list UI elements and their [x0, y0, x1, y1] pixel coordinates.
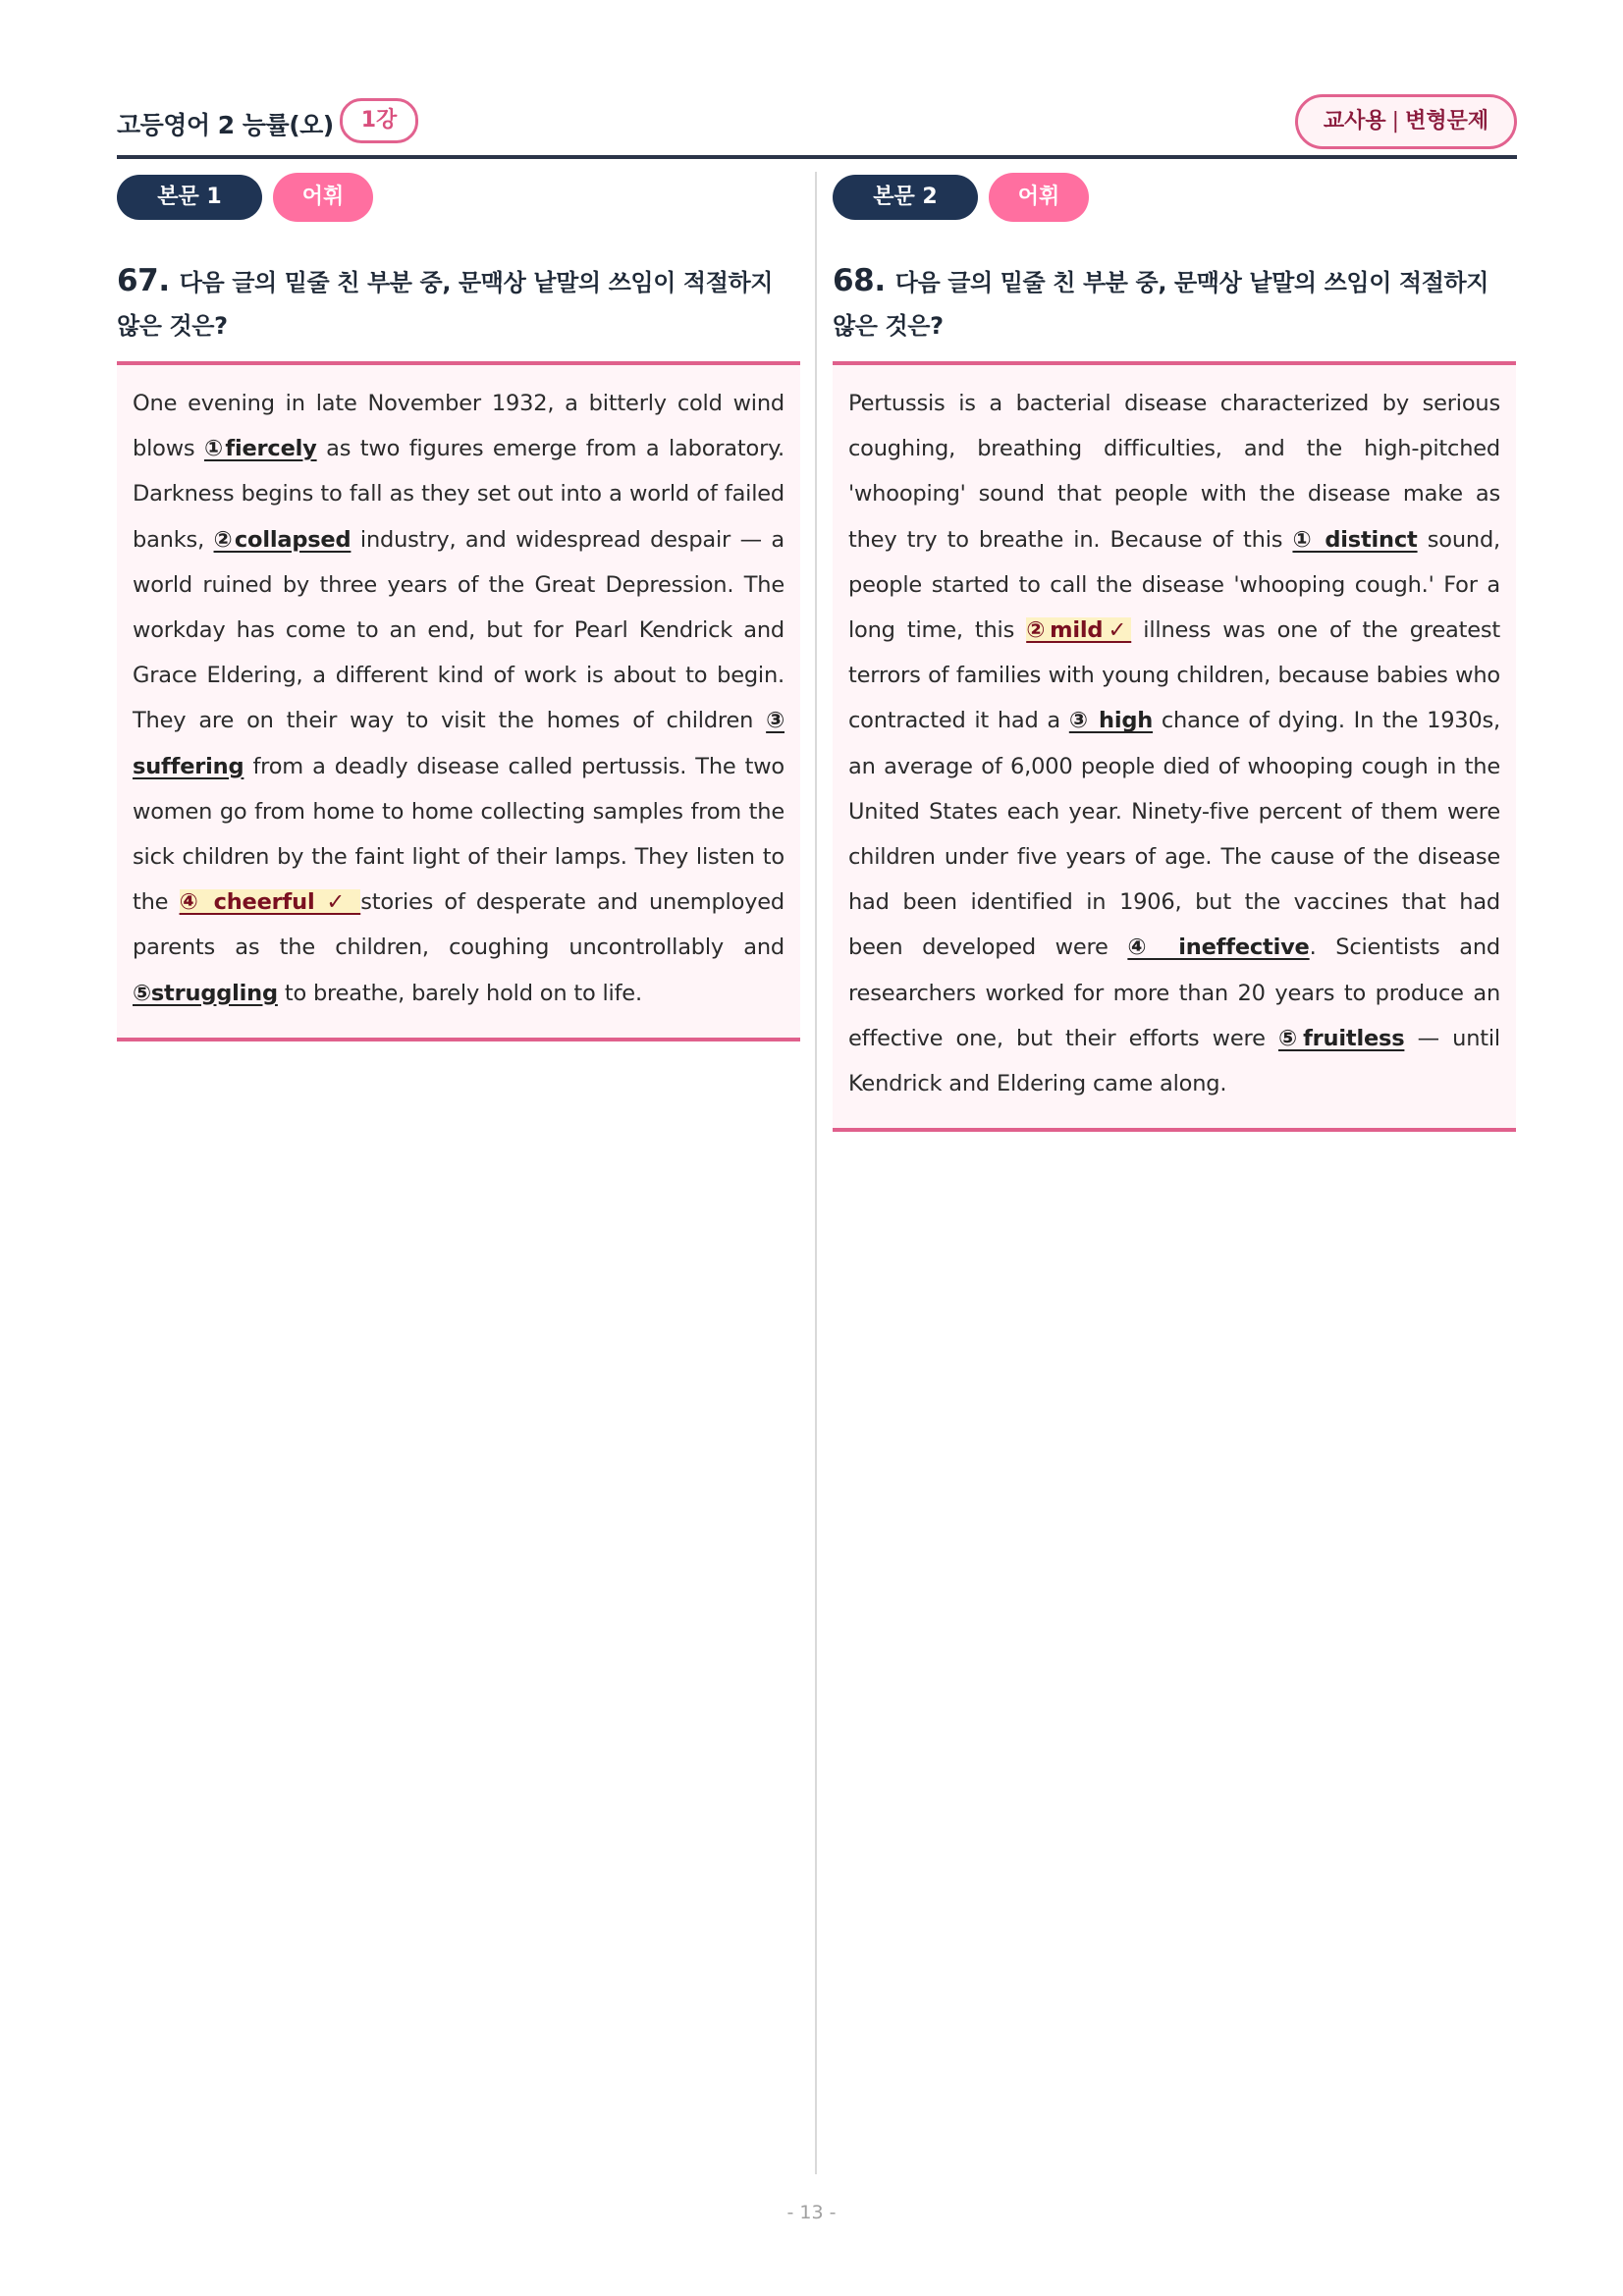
- passage-segment: chance of dying. In the 1930s, an average of 6,000 people died of whooping cough in the United States each year. Ninety-five percent of them were children under five years of age. The cause of the disease had been identified in 1906, but the vaccines that had been developed were: [848, 708, 1501, 961]
- passage-segment: from a deadly disease called pertussis. The two women go from home to home collecting samples from the sick children by the faint light of their lamps. They listen to the: [133, 753, 784, 916]
- question-number: 67.: [117, 263, 170, 298]
- body-tag: 본문 1: [117, 175, 262, 220]
- badge-separator: |: [1391, 109, 1400, 133]
- underlined-choice: ① distinct: [1292, 526, 1418, 553]
- underlined-choice: ④ ineffective: [1127, 934, 1310, 961]
- tag-row: [833, 173, 1516, 224]
- type-tag: 어휘: [989, 173, 1089, 222]
- question-text: 다음 글의 밑줄 친 부분 중, 문맥상 낱말의 쓰임이 적절하지 않은 것은?: [117, 269, 774, 340]
- answer-choice: ④ cheerful ✓: [179, 889, 361, 916]
- audience-label: 교사용: [1323, 109, 1386, 133]
- right-column: [833, 173, 1516, 1132]
- underlined-choice: ②collapsed: [213, 526, 352, 553]
- teacher-badge: [1295, 94, 1517, 149]
- underlined-choice: ①fiercely: [203, 436, 317, 462]
- underlined-choice: ⑤struggling: [133, 980, 278, 1006]
- passage-segment: stories of desperate and unemployed parents as the children, coughing uncontrollably and: [133, 889, 785, 961]
- lesson-badge: 1강: [340, 98, 418, 143]
- document-title: 고등영어 2 능률(오): [117, 111, 334, 139]
- page-number: - 13 -: [786, 2202, 837, 2223]
- left-column: [117, 173, 800, 1041]
- question-number: 68.: [833, 263, 886, 298]
- doc-type-label: 변형문제: [1405, 109, 1489, 133]
- body-tag: 본문 2: [833, 175, 978, 220]
- column-divider: [815, 172, 817, 2174]
- passage-text: [848, 381, 1500, 1106]
- question-67: [117, 259, 800, 347]
- passage-segment: One evening in late November 1932, a bitterly cold wind blows: [133, 391, 784, 462]
- tag-row: [117, 173, 800, 224]
- type-tag: 어휘: [273, 173, 373, 222]
- passage-segment: to breathe, barely hold on to life.: [277, 980, 642, 1006]
- passage-segment: industry, and widespread despair — a world ruined by three years of the Great Depression. The workday has come to an end, but for Pearl Kendrick and Grace Eldering, a different kind of work is about to begin. They are on their way to visit the homes of children: [133, 526, 784, 734]
- page-header: [117, 94, 1517, 159]
- underlined-choice: ③ high: [1068, 708, 1154, 734]
- question-text: 다음 글의 밑줄 친 부분 중, 문맥상 낱말의 쓰임이 적절하지 않은 것은?: [833, 269, 1489, 340]
- passage-text: [133, 381, 784, 1016]
- answer-choice: ②mild✓: [1026, 617, 1132, 644]
- question-68: [833, 259, 1516, 347]
- passage-segment: . Scientists and researchers worked for more than 20 years to produce an effective one, but their efforts were: [848, 934, 1500, 1051]
- passage-segment: — until Kendrick and Eldering came along.: [848, 1025, 1500, 1097]
- passage-box: [833, 361, 1516, 1132]
- passage-box: [117, 361, 800, 1041]
- passage-segment: Pertussis is a bacterial disease characterized by serious coughing, breathing difficulties, and the high-pitched 'whooping' sound that people with the disease make as they try to breathe in. Because of this: [848, 391, 1500, 553]
- passage-segment: as two figures emerge from a laboratory. Darkness begins to fall as they set out into a world of failed banks,: [133, 436, 784, 553]
- passage-segment: illness was one of the greatest terrors of families with young children, because babies who contracted it had a: [848, 617, 1500, 734]
- underlined-choice: ⑤fruitless: [1277, 1025, 1405, 1051]
- underlined-choice: ③ suffering: [133, 708, 784, 779]
- passage-segment: sound, people started to call the disease 'whooping cough.' For a long time, this: [848, 526, 1500, 644]
